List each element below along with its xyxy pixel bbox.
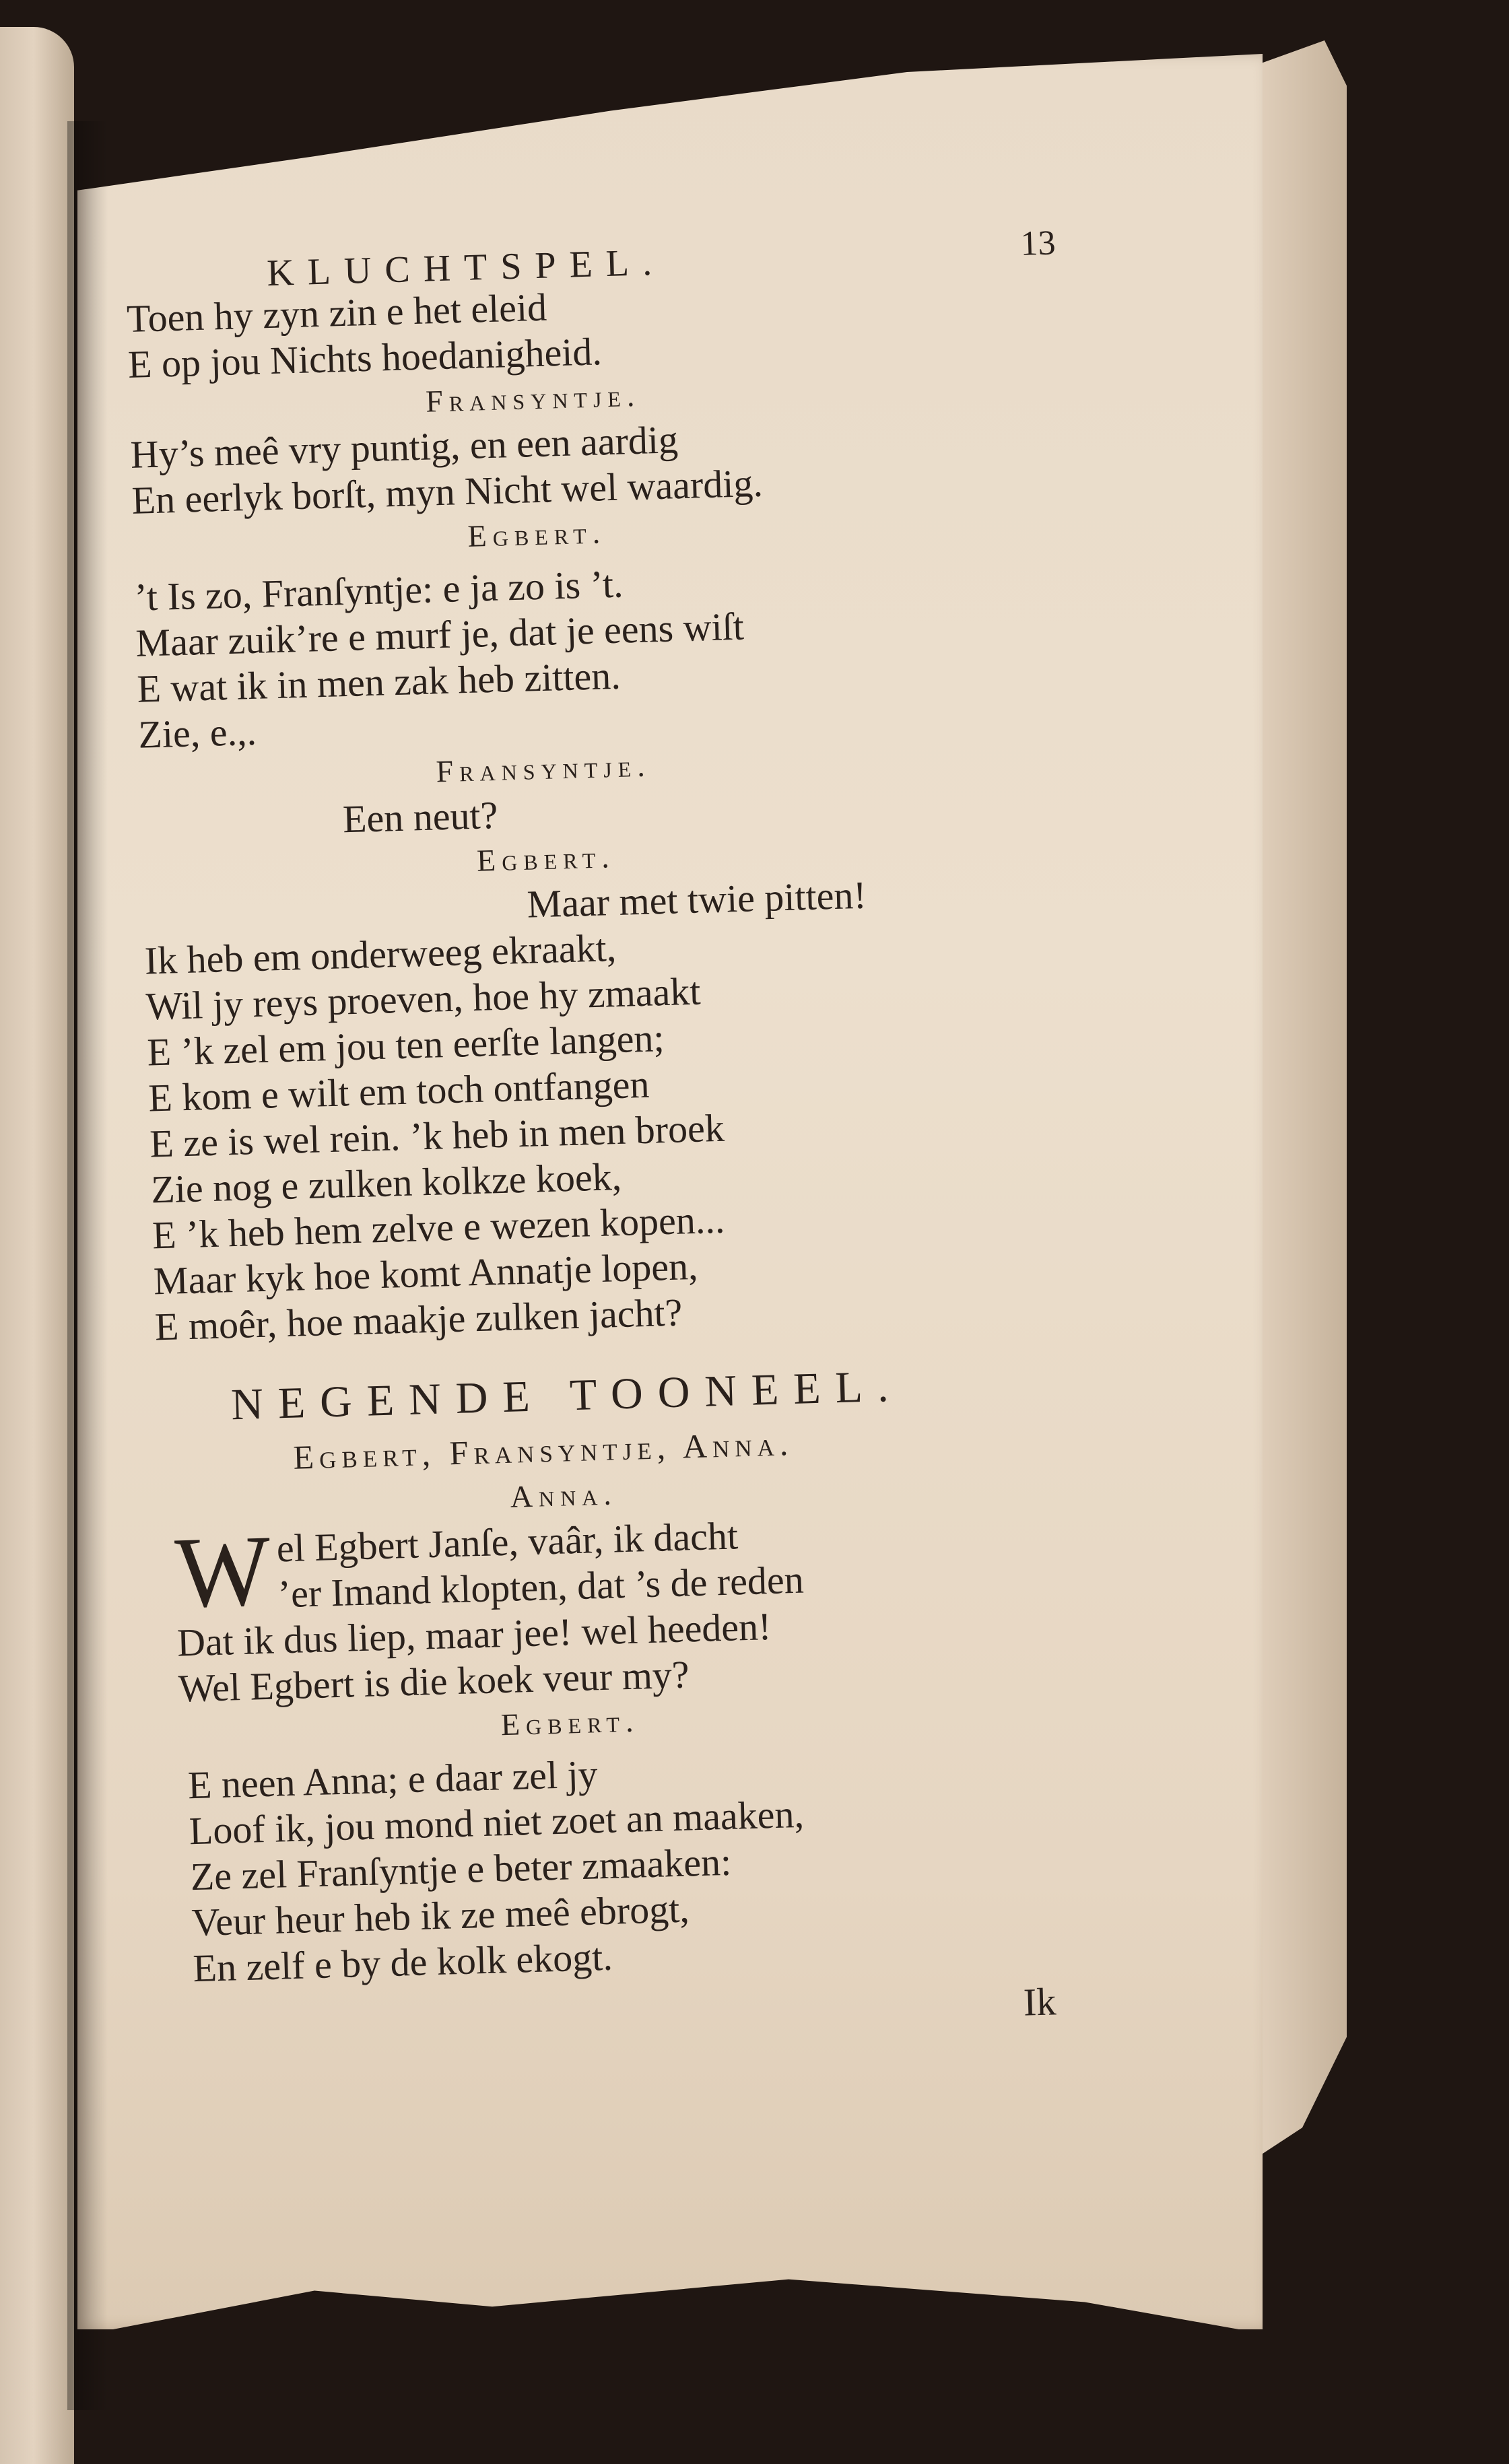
- verse-line: E neen Anna; e daar zel jy: [187, 1752, 599, 1808]
- page-text: [125, 214, 1183, 1992]
- verse-line: Toen hy zyn zin e het eleid: [126, 285, 547, 341]
- verse-line: Ze zel Franſyntje e beter zmaaken:: [189, 1839, 732, 1899]
- verse-line: Een neut?: [342, 792, 499, 842]
- verse-line: E kom e wilt em toch ontfangen: [147, 1062, 650, 1120]
- page-number: 13: [1019, 224, 1057, 263]
- speaker-heading: Egbert.: [500, 1703, 640, 1742]
- verse-line: Maar met twie pitten!: [526, 872, 867, 926]
- cast-list: Egbert, Fransyntje, Anna.: [292, 1424, 794, 1476]
- left-page-edge: [0, 27, 74, 2464]
- verse-line: Loof ik, jou mond niet zoet an maaken,: [189, 1791, 805, 1853]
- verse-line: Ik heb em onderweeg ekraakt,: [143, 926, 617, 983]
- verse-line: Veur heur heb ik ze meê ebrogt,: [191, 1886, 690, 1945]
- speaker-heading: Fransyntje.: [435, 748, 652, 789]
- running-title: KLUCHTSPEL.: [266, 241, 666, 295]
- gutter-shadow: [67, 121, 108, 2410]
- scene-title: NEGENDE TOONEEL.: [230, 1361, 904, 1430]
- verse-line: Dat ik dus liep, maar jee! wel heeden!: [176, 1604, 772, 1665]
- verse-line: E wat ik in men zak heb zitten.: [136, 653, 622, 711]
- verse-line: Maar zuik’re e murf je, dat je eens wiſt: [135, 604, 745, 665]
- verse-line: E moêr, hoe maakje zulken jacht?: [154, 1290, 683, 1349]
- verse-line: E ’k heb hem zelve e wezen kopen...: [152, 1197, 726, 1258]
- verse-line: ’er Imand klopten, dat ’s de reden: [277, 1557, 805, 1616]
- speaker-heading: Egbert.: [476, 840, 616, 878]
- speaker-heading: Fransyntje.: [425, 378, 641, 419]
- speaker-heading: Anna.: [510, 1476, 618, 1514]
- verse-line: E op jou Nichts hoedanigheid.: [127, 329, 603, 386]
- verse-line: Zie, e.,.: [137, 709, 257, 757]
- verse-line: Maar kyk hoe komt Annatje lopen,: [153, 1243, 699, 1303]
- verse-line: Wil jy reys proeven, hoe hy zmaakt: [145, 969, 702, 1029]
- drop-cap: W: [173, 1514, 273, 1629]
- verse-line: En zelf e by de kolk ekogt.: [192, 1934, 613, 1991]
- verse-line: el Egbert Janſe, vaâr, ik dacht: [275, 1513, 739, 1571]
- verse-line: E ze is wel rein. ’k heb in men broek: [149, 1105, 725, 1166]
- verse-line: E ’k zel em jou ten eerſte langen;: [146, 1016, 665, 1074]
- verse-line: Wel Egbert is die koek veur my?: [178, 1652, 690, 1711]
- verse-line: ’t Is zo, Franſyntje: e ja zo is ’t.: [133, 561, 624, 619]
- verse-line: En eerlyk borſt, myn Nicht wel waardig.: [131, 460, 764, 522]
- verse-line: Zie nog e zulken kolkze koek,: [150, 1154, 622, 1212]
- verse-line: Hy’s meê vry puntig, en een aardig: [129, 417, 679, 477]
- speaker-heading: Egbert.: [467, 515, 607, 553]
- catchword: Ik: [1023, 1979, 1057, 2024]
